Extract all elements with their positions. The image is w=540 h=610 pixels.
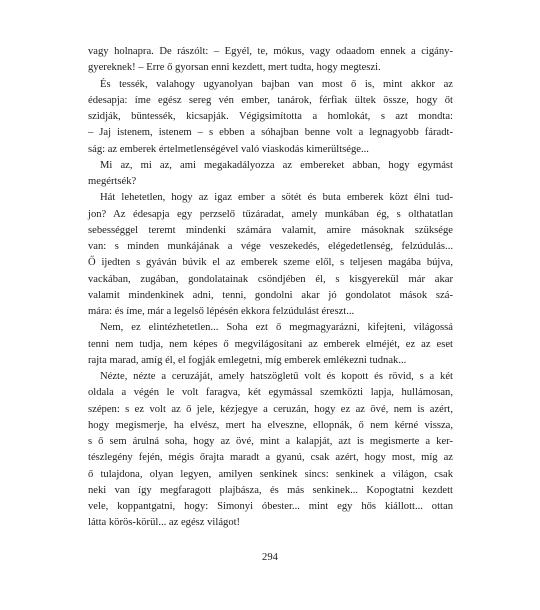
paragraph (88, 44, 453, 77)
text-line: tészlegény fején, mégis őrajta maradt a gyanú, csak azért, hogy most, míg az (88, 452, 453, 464)
text-line: valamit mindenkinek adni, tenni, gondolni akar jó gondolatot mások szá- (88, 289, 453, 301)
text-line: oldala a végén le volt faragva, két egymással szemközti lapja, hullámosan, (88, 387, 453, 399)
text-line: gyereknek! – Erre ő gyorsan enni kezdett, mert tudta, hogy megteszi. (88, 62, 381, 74)
text-line: édesapja: íme egész sereg vén ember, tanárok, férfiak ültek össze, hogy őt (88, 94, 453, 106)
text-line: Mi az, mi az, ami megakadályozza az embereket abban, hogy egymást (100, 159, 453, 171)
text-line: És tessék, valahogy ugyanolyan bajban van most ő is, mint akkor az (100, 78, 453, 90)
text-line: Nézte, nézte a ceruzáját, amely hatszögletű volt és kopott és rövid, s a két (100, 371, 453, 382)
text-line: Hát lehetetlen, hogy az igaz ember a sötét és buta emberek közt élni tud- (100, 192, 453, 204)
page-number: 294 (262, 552, 278, 563)
text-line: van: s minden munkájának a vége veszekedés, elégedetlenség, felzúdulás... (88, 241, 453, 252)
text-line: – Jaj istenem, istenem – s ebben a sóhajban benne volt a legnagyobb fáradt- (88, 127, 453, 139)
paragraph (88, 320, 453, 369)
text-line: sebességgel teremt mindenki számára valamit, amire másoknak szüksége (88, 224, 453, 236)
text-line: tenni nem tudja, nem képes ő megvilágosítani az emberek elméjét, ez az eset (88, 338, 453, 350)
text-line: rajta marad, amíg él, el fogják emlegetni, míg emberek emlékezni tudnak... (88, 354, 407, 366)
paragraph (88, 77, 453, 158)
text-line: ság: az emberek értelmetlenségével való viaskodás kimerültsége... (88, 143, 369, 155)
paragraph (88, 158, 453, 191)
page-body-text (88, 44, 453, 532)
paragraph (88, 190, 453, 320)
text-line: ő tulajdona, olyan legyen, amilyen senkinek sincs: senkinek a világon, csak (88, 468, 453, 480)
text-line: megértsék? (88, 176, 137, 187)
text-line: hogy megismerje, ha elvész, mert ha elveszne, ellopnák, ő nem kérné vissza, (88, 419, 453, 431)
text-line: neki van így megfaragott plajbásza, és más senkinek... Kopogtatni kezdett (88, 484, 453, 496)
text-line: mára: és íme, már a legelső lépésén ekkora felzúdulást éreszt... (88, 306, 355, 317)
text-line: szidják, büntessék, kicsapják. Végigsimította a homlokát, s azt mondta: (88, 111, 453, 122)
text-line: Ő ijedten s gyáván búvik el az emberek szeme elől, s teljesen magába bújva, (88, 257, 453, 269)
text-line: vagy holnapra. De rászólt: – Egyél, te, mókus, vagy odaadom ennek a cigány- (88, 46, 453, 57)
text-line: Nem, ez elintézhetetlen... Soha ezt ő megmagyarázni, kifejteni, világossá (100, 322, 453, 334)
text-line: vackában, zugában, gondolatainak csöndjében él, s kisgyerekül már akar (88, 273, 453, 285)
paragraph (88, 369, 453, 532)
text-line: vele, koppantgatni, hogy: Simonyi óbester... mint egy hős kiállott... ottan (88, 501, 453, 512)
text-line: szépen: s ez volt az ő jele, kézjegye a ceruzán, hogy ez az övé, nem is azért, (88, 403, 453, 415)
text-line: jon? Az édesapja egy perzselő tűzáradat, amely munkában ég, s olthatatlan (88, 208, 453, 220)
text-line: látta körös-körül... az egész világot! (88, 517, 241, 529)
text-line: s ő sem árulná soha, hogy az övé, mint a kalapját, azt is megismerte a ker- (88, 436, 453, 447)
